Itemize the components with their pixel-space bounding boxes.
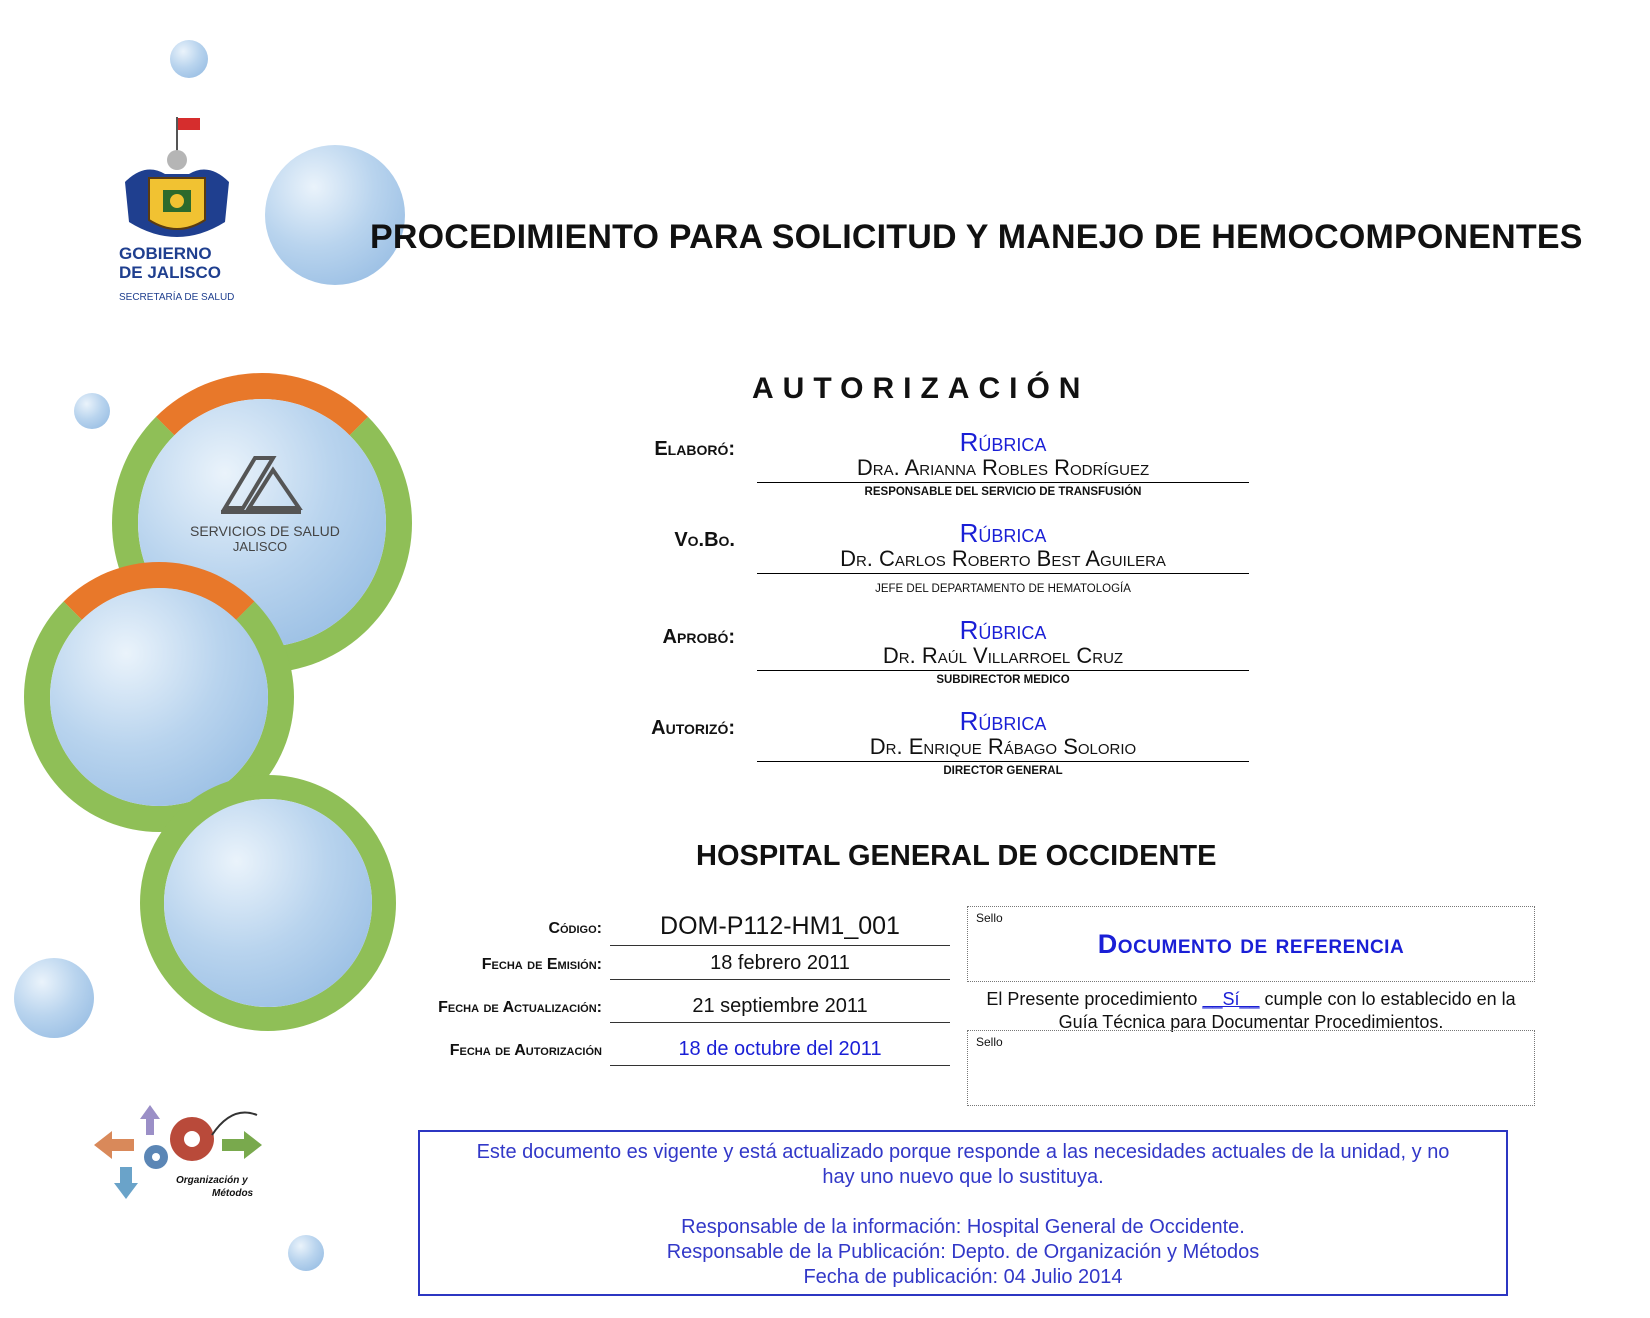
signer-name: Dra. Arianna Robles Rodríguez (757, 456, 1249, 483)
signer-position: DIRECTOR GENERAL (943, 765, 1063, 777)
gov-logo-line2: DE JALISCO (119, 263, 222, 282)
signature-row-elaboro (0, 428, 1650, 508)
sello-label: Sello (976, 1035, 1003, 1049)
organizacion-metodos-logo (92, 1095, 272, 1205)
fecha-actualizacion-label: Fecha de Actualización: (438, 999, 602, 1016)
signer-position: JEFE DEL DEPARTAMENTO DE HEMATOLOGÍA (875, 583, 1131, 595)
fecha-autorizacion-value: 18 de octubre del 2011 (610, 1038, 950, 1066)
signature-block (757, 616, 1249, 689)
om-logo-line1: Organización y (176, 1175, 248, 1186)
decorative-bubble (74, 393, 110, 429)
decorative-bubble (288, 1235, 324, 1271)
ring-bottom-center (164, 799, 372, 1007)
signature-row-vobo (0, 519, 1650, 599)
signature-block (757, 707, 1249, 780)
gobierno-jalisco-logo (115, 112, 245, 312)
ssj-logo-line2: JALISCO (232, 539, 288, 554)
signer-name: Dr. Raúl Villarroel Cruz (757, 644, 1249, 671)
fecha-emision-value: 18 febrero 2011 (610, 952, 950, 980)
codigo-value: DOM-P112-HM1_001 (610, 912, 950, 946)
sello-box-empty (967, 1030, 1535, 1106)
fecha-actualizacion-value: 21 septiembre 2011 (610, 995, 950, 1023)
signature-row-aprobo (0, 616, 1650, 696)
ssj-logo-line1: SERVICIOS DE SALUD (190, 523, 340, 539)
notice-line-responsable-publicacion: Responsable de la Publicación: Depto. de Organización y Métodos (666, 1241, 1260, 1263)
codigo-label: Código: (548, 920, 602, 937)
role-label: Aprobó: (662, 626, 735, 648)
rubrica: Rúbrica (959, 706, 1047, 736)
gov-logo-line3: SECRETARÍA DE SALUD (119, 292, 235, 303)
rubrica: Rúbrica (959, 427, 1047, 457)
compliance-si: __Sí__ (1202, 989, 1260, 1009)
documento-referencia: Documento de referencia (1097, 929, 1405, 959)
sello-box-reference (967, 906, 1535, 982)
signer-position: RESPONSABLE DEL SERVICIO DE TRANSFUSIÓN (864, 486, 1142, 498)
role-label: Autorizó: (651, 717, 735, 739)
om-logo-line2: Métodos (212, 1188, 254, 1199)
notice-spacer (420, 1190, 1506, 1215)
compliance-text-post: cumple con lo establecido en la Guía Técnica para Documentar Procedimientos. (1058, 989, 1516, 1032)
signature-block (757, 519, 1249, 598)
signer-position: SUBDIRECTOR MEDICO (936, 674, 1070, 686)
signer-name: Dr. Carlos Roberto Best Aguilera (757, 547, 1249, 574)
signer-name: Dr. Enrique Rábago Solorio (757, 735, 1249, 762)
gov-logo-line1: GOBIERNO (119, 244, 212, 263)
role-label: Elaboró: (654, 438, 735, 460)
notice-line-fecha-publicacion: Fecha de publicación: 04 Julio 2014 (803, 1266, 1123, 1288)
rubrica: Rúbrica (959, 518, 1047, 548)
sello-label: Sello (976, 911, 1003, 925)
signature-row-autorizo (0, 707, 1650, 787)
fecha-emision-label: Fecha de Emisión: (481, 956, 602, 973)
signature-block (757, 428, 1249, 501)
compliance-statement (968, 988, 1534, 1034)
role-label: Vo.Bo. (674, 529, 735, 551)
fecha-autorizacion-label: Fecha de Autorización (449, 1042, 602, 1059)
compliance-text-pre: El Presente procedimiento (986, 989, 1203, 1009)
hospital-name: HOSPITAL GENERAL DE OCCIDENTE (696, 840, 1217, 872)
decorative-bubble (265, 145, 405, 285)
page-title: PROCEDIMIENTO PARA SOLICITUD Y MANEJO DE HEMOCOMPONENTES (370, 218, 1583, 256)
vigencia-notice (418, 1130, 1508, 1296)
authorization-heading: AUTORIZACIÓN (752, 372, 1090, 405)
decorative-bubble (14, 958, 94, 1038)
coat-of-arms-icon (115, 112, 245, 252)
notice-line-responsable-info: Responsable de la información: Hospital General de Occidente. (681, 1216, 1245, 1238)
decorative-bubble (170, 40, 208, 78)
notice-line-vigencia: Este documento es vigente y está actualizado porque responde a las necesidades actuales de la unidad, y no hay uno nuevo que lo sustituya. (476, 1141, 1450, 1188)
rubrica: Rúbrica (959, 615, 1047, 645)
